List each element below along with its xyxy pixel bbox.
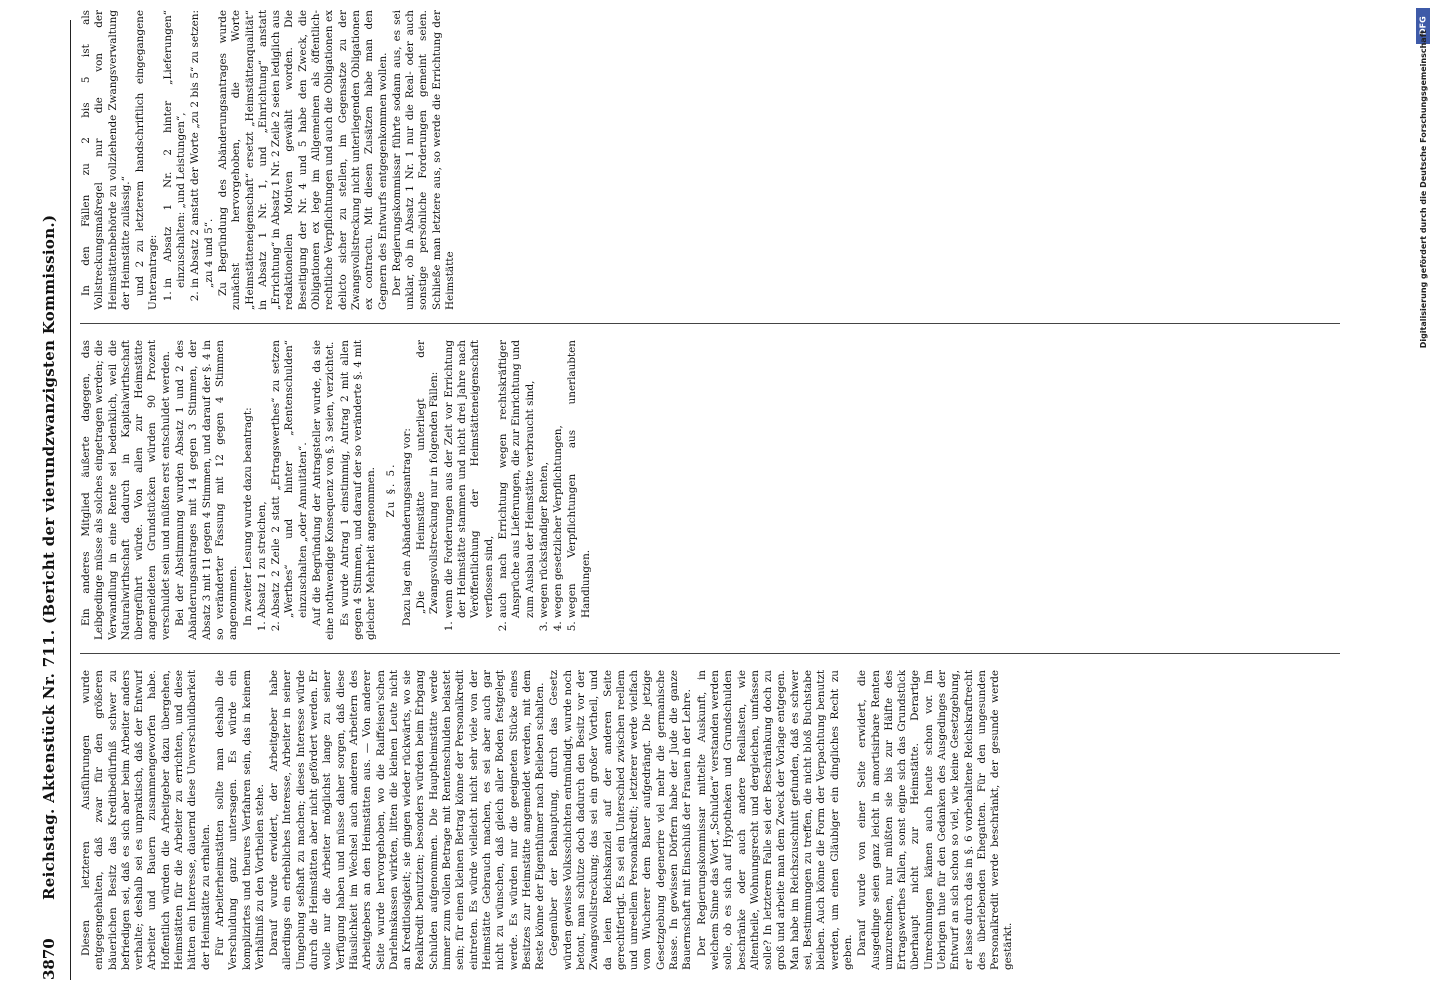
list-item: 1. in Absatz 1 Nr. 2 hinter „Lieferungen“ einzuschalten: „und Leistungen“, — [162, 10, 189, 288]
paragraph: Diesen letzteren Ausführungen wurde entgegengehalten, daß zwar für den größeren bäuerlichen Besitz das Kreditbedürfniß schwer zu befriedigen sei, daß es sich aber beim Arbeiter anders verhalte; deshalb sei es unpraktisch, daß der Entwurf Arbeiter und Bauern zusammengeworfen habe. Hoffentlich würden die Arbeitgeber dazu übergehen, Heimstätten für die Arbeiter zu errichten, und diese hätten ein Interesse, dauernd diese Unverschuldbarkeit der Heimstätte zu erhalten. — [80, 670, 212, 970]
page-number: 3870 — [40, 938, 58, 980]
list-item: 2. auch nach Errichtung wegen rechtskräftiger Ansprüche aus Lieferungen, die zur Einrichtung und zum Ausbau der Heimstätte verbraucht sind, — [497, 340, 537, 618]
paragraph: Darauf wurde erwidert, der Arbeitgeber habe allerdings ein erhebliches Interesse, Arbeiter in seiner Umgebung seßhaft zu machen; dieses Interesse würde durch die Heimstätten aber nicht gefördert werden. Er wolle nur die Arbeiter möglichst lange zu seiner Verfügung haben und müsse daher sorgen, daß diese Häuslichkeit im Wechsel auch anderen Arbeitern des Arbeitgebers an den Heimstätten aus. — Von anderer Seite wurde hervorgehoben, wo die Raiffeisen'schen Darlehnskassen wirkten, litten die kleinen Leute nicht an Kreditlosigkeit; sie gingen wieder rückwärts, wo sie Realkredit benutzten; besonders würden beim Erbgang Schulden aufgenommen. Die Hauptheimstätte werde immer zum vollen Betrage mit Rentenschulden belastet sein; für einen kleinen Betrag könne der Personalkredit eintreten. Es würde vielleicht nicht sehr viele von der Heimstätte Gebrauch machen, es sei aber auch gar nicht zu wünschen, daß gleich aller Boden festgelegt werde. Es würden nur die geeigneten Stücke eines Besitzes zur Heimstätte angemeldet werden, mit dem Reste könne der Eigenthümer nach Belieben schalten. — [268, 670, 547, 970]
paragraph: Ein anderes Mitglied äußerte dagegen, das Leibgedinge müsse als solches eingetragen werden; die Verwandlung in eine Rente sei bedenklich, weil die Naturalwirthschaft dadurch in Kapitalwirthschaft übergeführt würde. Von allen zur Heimstätte angemeldeten Grundstücken würden 90 Prozent verschuldet sein und müßten erst entschuldet werden. — [80, 340, 172, 640]
list-item: 2. Absatz 2 Zeile 2 statt „Ertragswerthes“ zu setzen „Werthes“ und hinter „Rentenschulden“ einzuschalten „oder Annuitäten“. — [270, 340, 310, 618]
paragraph: Der Regierungskommissar führte sodann aus, es sei unklar, ob in Absatz 1 Nr. 1 nur die Real- oder auch sonstige persönliche Forderungen gemeint seien. Schließe man letztere aus, so werde die Errichtung der Heimstätte — [390, 10, 457, 310]
dfg-logo-icon: DFG — [1416, 8, 1430, 44]
paragraph: In zweiter Lesung wurde dazu beantragt: — [241, 407, 254, 626]
section-heading: Zu §. 5. — [384, 462, 397, 518]
amendment-list — [256, 340, 310, 640]
list-item: 3. wegen rückständiger Renten, — [538, 340, 551, 618]
paragraph: Es wurde Antrag 1 einstimmig, Antrag 2 mit allen gegen 4 Stimmen, und darauf der so veränderte §. 4 mit gleicher Mehrheit angenommen. — [338, 340, 378, 640]
digitization-credit — [1415, 0, 1432, 1000]
header-rule — [70, 20, 71, 980]
text-column-left — [80, 670, 1390, 970]
column-divider — [80, 653, 1340, 654]
paragraph: Gegenüber der Behauptung, durch das Gesetz würden gewisse Volksschichten entmündigt, wurde noch betont, man schütze doch dadurch den Besitz vor der Zwangsvollstreckung; das sei ein großer Vortheil, und da leien Reichskanzlei auf der anderen Seite gerechtfertigt. Es sei ein Unterschied zwischen reellem und unreellem Personalkredit; letzterer werde vielfach vom Wucherer dem Bauer aufgedrängt. Die jetzige Gesetzgebung degenerire viel mehr die germanische Rasse. In gewissen Dörfern habe der Jude die ganze Bauernschaft mit Einschluß der Frauen in der Lehre. — [548, 670, 694, 970]
running-title: Reichstag. Aktenstück Nr. 711. (Bericht der vierundzwanzigsten Kommission.) — [40, 214, 58, 900]
paragraph: Bei der Abstimmung wurden Absatz 1 und 2 des Abänderungsantrages mit 14 gegen 3 Stimmen, der Absatz 3 mit 11 gegen 4 Stimmen, und darauf der §. 4 in so veränderter Fassung mit 12 gegen 4 Stimmen angenommen. — [174, 340, 240, 640]
paragraph: Zu Begründung des Abänderungsantrages wurde zunächst hervorgehoben, die Worte „Heimstätteneigenschaft“ ersetzt „Heimstättenqualität“ in Absatz 1 Nr. 1, und „Einrichtung“ anstatt „Errichtung“ in Absatz 1 Nr. 2 Zeile 2 seien lediglich aus redaktionellen Motiven gewählt worden. Die Beseitigung der Nr. 4 und 5 habe den Zweck, die Obligationen ex lege im Allgemeinen als öffentlich-rechtliche Verpflichtungen und auch die Obligationen ex delicto sicher zu stellen, im Gegensatze zu der Zwangsvollstreckung nicht unterliegenden Obligationen ex contractu. Mit diesen Zusätzen habe man den Gegnern des Entwurfs entgegenkommen wollen. — [216, 10, 389, 310]
list-item: 1. Absatz 1 zu streichen, — [256, 340, 269, 618]
text-column-continuation — [80, 10, 1390, 310]
list-item: 4. wegen gesetzlicher Verpflichtungen, — [552, 340, 565, 618]
column-divider — [80, 323, 1340, 324]
list-item: 5. wegen Verpflichtungen aus unerlaubten Handlungen. — [566, 340, 593, 618]
paragraph: Darauf wurde von einer Seite erwidert, die Ausgedinge seien ganz leicht in amortisirbare Renten umzurechnen, nur müßten sie bis zur Hälfte des Ertragswerthes fallen, sonst eigne sich das Grundstück überhaupt nicht zur Heimstätte. Derartige Umrechnungen kämen auch heute schon vor. Im Uebrigen thue für den Gedanken des Ausgedinges der Entwurf an sich schon so viel, wie keine Gesetzgebung, er lasse durch das in §. 6 vorbehaltene Reichskraftrecht des überlebenden Ehegatten. Für den ungesunden Personalkredit werde beschränkt, der gesunde werde gestärkt. — [856, 670, 1015, 970]
sub-amendment-list — [162, 10, 216, 310]
quoted-clause: „Die Heimstätte unterliegt der Zwangsvollstreckung nur in folgenden Fällen: — [415, 340, 441, 614]
credit-text: Digitalisierung gefördert durch die Deutsche Forschungsgemeinschaft — [1419, 30, 1428, 349]
paragraph: Für Arbeiterheimstätten sollte man deshalb die Verschuldung ganz untersagen. Es würde ein komplizirtes und theures Verfahren sein, das in keinem Verhältniß zu den Vortheilen stehe. — [213, 670, 266, 970]
list-item: 2. in Absatz 2 anstatt der Worte „zu 2 bis 5“ zu setzen: „zu 4 und 5“. — [189, 10, 216, 288]
paragraph: und 2 zu letzterem handschriftlich eingegangene Unterantrage: — [134, 10, 160, 310]
paragraph: Auf die Begründung der Antragsteller wurde, da sie eine nothwendige Konsequenz von §. 3 seien, verzichtet. — [311, 340, 337, 640]
paragraph: In den Fällen zu 2 bis 5 ist als Vollstreckungsmaßregel nur die von der Heimstättenbehörde zu vollziehende Zwangsverwaltung der Heimstätte zulässig.“ — [80, 10, 132, 310]
page-header — [40, 20, 70, 980]
list-item: 1. wenn die Forderungen aus der Zeit vor Errichtung der Heimstätte stammen und nicht drei Jahre nach Veröffentlichung der Heimstätteneigenschaft verflossen sind, — [443, 340, 496, 618]
paragraph: Der Regierungskommissar mittelte Auskunft, in welchem Sinne das Wort „Schulden“ verstanden werden solle, ob es sich auf Hypotheken und Grundschulden beschränke oder auch andere Reallasten, wie Altentheile, Wohnungsrecht und dergleichen, umfassen solle? In letzterem Falle sei der Beschränkung doch zu groß und arbeite man dem Zweck der Vorlage entgegen. Man habe im Reichszuschnitt gefunden, daß es schwer sei, Bestimmungen zu treffen, die nicht bloß Buchstabe bleiben. Auch könne die Form der Verpachtung benutzt werden, um einen Gläubiger ein dingliches Recht zu geben. — [695, 670, 854, 970]
paragraph: Dazu lag ein Abänderungsantrag vor: — [400, 428, 413, 626]
text-column-right — [80, 340, 1390, 640]
enforcement-cases-list — [443, 340, 593, 640]
